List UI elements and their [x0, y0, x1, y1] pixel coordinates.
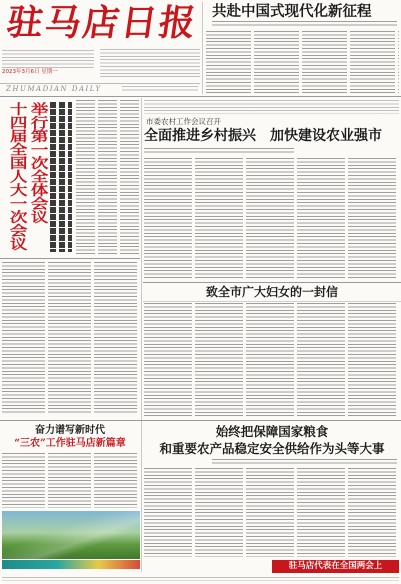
rural-meeting-byline [144, 148, 294, 153]
letter-body [144, 303, 399, 417]
top-story-subtitle [212, 21, 397, 27]
interview-subtitle [212, 459, 397, 464]
rural-meeting-body [144, 158, 399, 280]
rural-meeting-headline: 全面推进乡村振兴 加快建设农业强市 [144, 128, 382, 144]
masthead-contact-text [100, 49, 200, 79]
deputies-banner: 驻马店代表在全国两会上 [272, 560, 399, 573]
interview-headline-line1: 始终把保障国家粮食 [215, 424, 329, 439]
header-rule [0, 96, 401, 97]
column-divider [141, 98, 142, 572]
masthead-english: ZHUMADIAN DAILY [6, 85, 102, 93]
left-rule-1 [0, 258, 140, 259]
top-story-body [206, 31, 399, 93]
rural-meeting-kicker: 市委农村工作会议召开 [146, 117, 221, 126]
masthead-section-text [122, 86, 198, 91]
commentary-headline-line2: “三农”工作驻马店新篇章 [14, 438, 126, 449]
masthead-divider [202, 2, 203, 94]
promo-strip [2, 560, 140, 569]
interview-body [144, 468, 399, 557]
lead-story-headline-line2: 举行第一次全体会议 [26, 102, 48, 224]
commentary-body [2, 453, 140, 508]
issue-date: 2023年3月6日 星期一 [2, 69, 58, 75]
masthead-title: 驻马店日报 [4, 2, 201, 44]
lead-story-body [76, 100, 140, 256]
lead-story-subheadline [50, 102, 72, 252]
letter-headline: 致全市广大妇女的一封信 [205, 285, 338, 299]
farmland-photo [2, 511, 140, 559]
interview-headline-line2: 和重要农产品稳定安全供给作为头等大事 [159, 441, 385, 456]
commentary-headline-line1: 奋力谱写新时代 [35, 425, 105, 436]
lead-story-headline-line1: 十四届全国人大一次会议 [5, 102, 27, 251]
mid-rule [0, 420, 401, 421]
footer-text [2, 577, 399, 581]
rural-meeting-intro [144, 100, 399, 114]
top-story-headline: 共赴中国式现代化新征程 [212, 3, 372, 20]
left-body-text [2, 262, 140, 415]
masthead-info-text [2, 50, 94, 68]
